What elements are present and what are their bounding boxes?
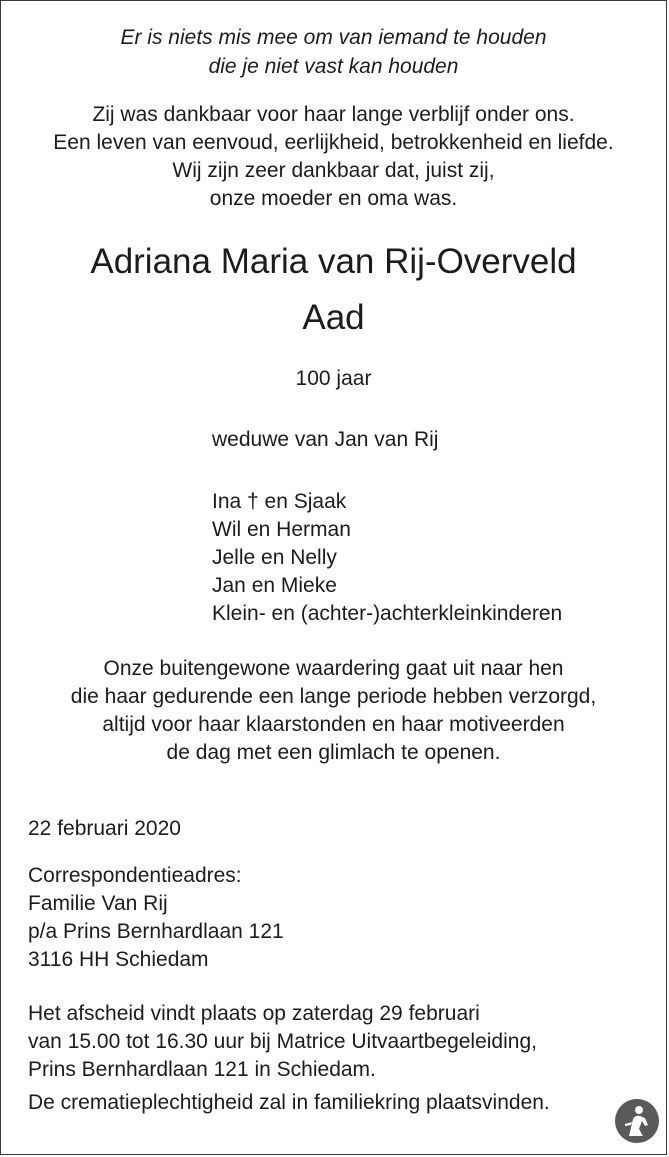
thanks-line: de dag met een glimlach te openen. (166, 741, 501, 764)
motto-line: die je niet vast kan houden (208, 55, 459, 78)
service-line: Prins Bernhardlaan 121 in Schiedam. (28, 1058, 376, 1081)
address-line: 3116 HH Schiedam (28, 948, 209, 971)
date-of-death: 22 februari 2020 (28, 817, 181, 840)
intro-line: onze moeder en oma was. (209, 187, 458, 210)
thanks-line: altijd voor haar klaarstonden en haar motiveerden (102, 713, 565, 736)
service-line: Het afscheid vindt plaats op zaterdag 29 februari (28, 1002, 480, 1025)
service-line: van 15.00 tot 16.30 uur bij Matrice Uitvaartbegeleiding, (28, 1030, 537, 1053)
intro-line: Een leven van eenvoud, eerlijkheid, betrokkenheid en liefde. (53, 131, 614, 154)
address-line: p/a Prins Bernhardlaan 121 (28, 920, 284, 943)
motto (1, 23, 666, 81)
family-member: Klein- en (achter-)achterkleinkinderen (212, 602, 563, 625)
intro-text (1, 101, 666, 213)
thanks-line: die haar gedurende een lange periode hebben verzorgd, (70, 685, 597, 708)
motto-line: Er is niets mis mee om van iemand te houden (120, 26, 547, 49)
cremation-note: De crematieplechtigheid zal in familiekring plaatsvinden. (28, 1091, 550, 1114)
correspondence-address (28, 862, 284, 974)
family-member: Jan en Mieke (212, 574, 337, 597)
intro-line: Wij zijn zeer dankbaar dat, juist zij, (172, 159, 495, 182)
deceased-name: Adriana Maria van Rij-Overveld (90, 242, 577, 281)
thanks-text (1, 655, 666, 767)
farewell-service (28, 1000, 537, 1084)
thanks-line: Onze buitengewone waardering gaat uit naar hen (103, 657, 564, 680)
publisher-logo-icon (614, 1098, 660, 1144)
age: 100 jaar (295, 367, 372, 390)
family-member: Wil en Herman (212, 518, 351, 541)
deceased-nickname: Aad (302, 298, 365, 337)
address-line: Correspondentieadres: (28, 864, 242, 887)
family-member: Jelle en Nelly (212, 546, 337, 569)
family-list (212, 488, 562, 628)
address-line: Familie Van Rij (28, 892, 168, 915)
widow-of: weduwe van Jan van Rij (212, 428, 439, 451)
intro-line: Zij was dankbaar voor haar lange verblijf onder ons. (92, 103, 575, 126)
family-member: Ina † en Sjaak (212, 490, 347, 513)
